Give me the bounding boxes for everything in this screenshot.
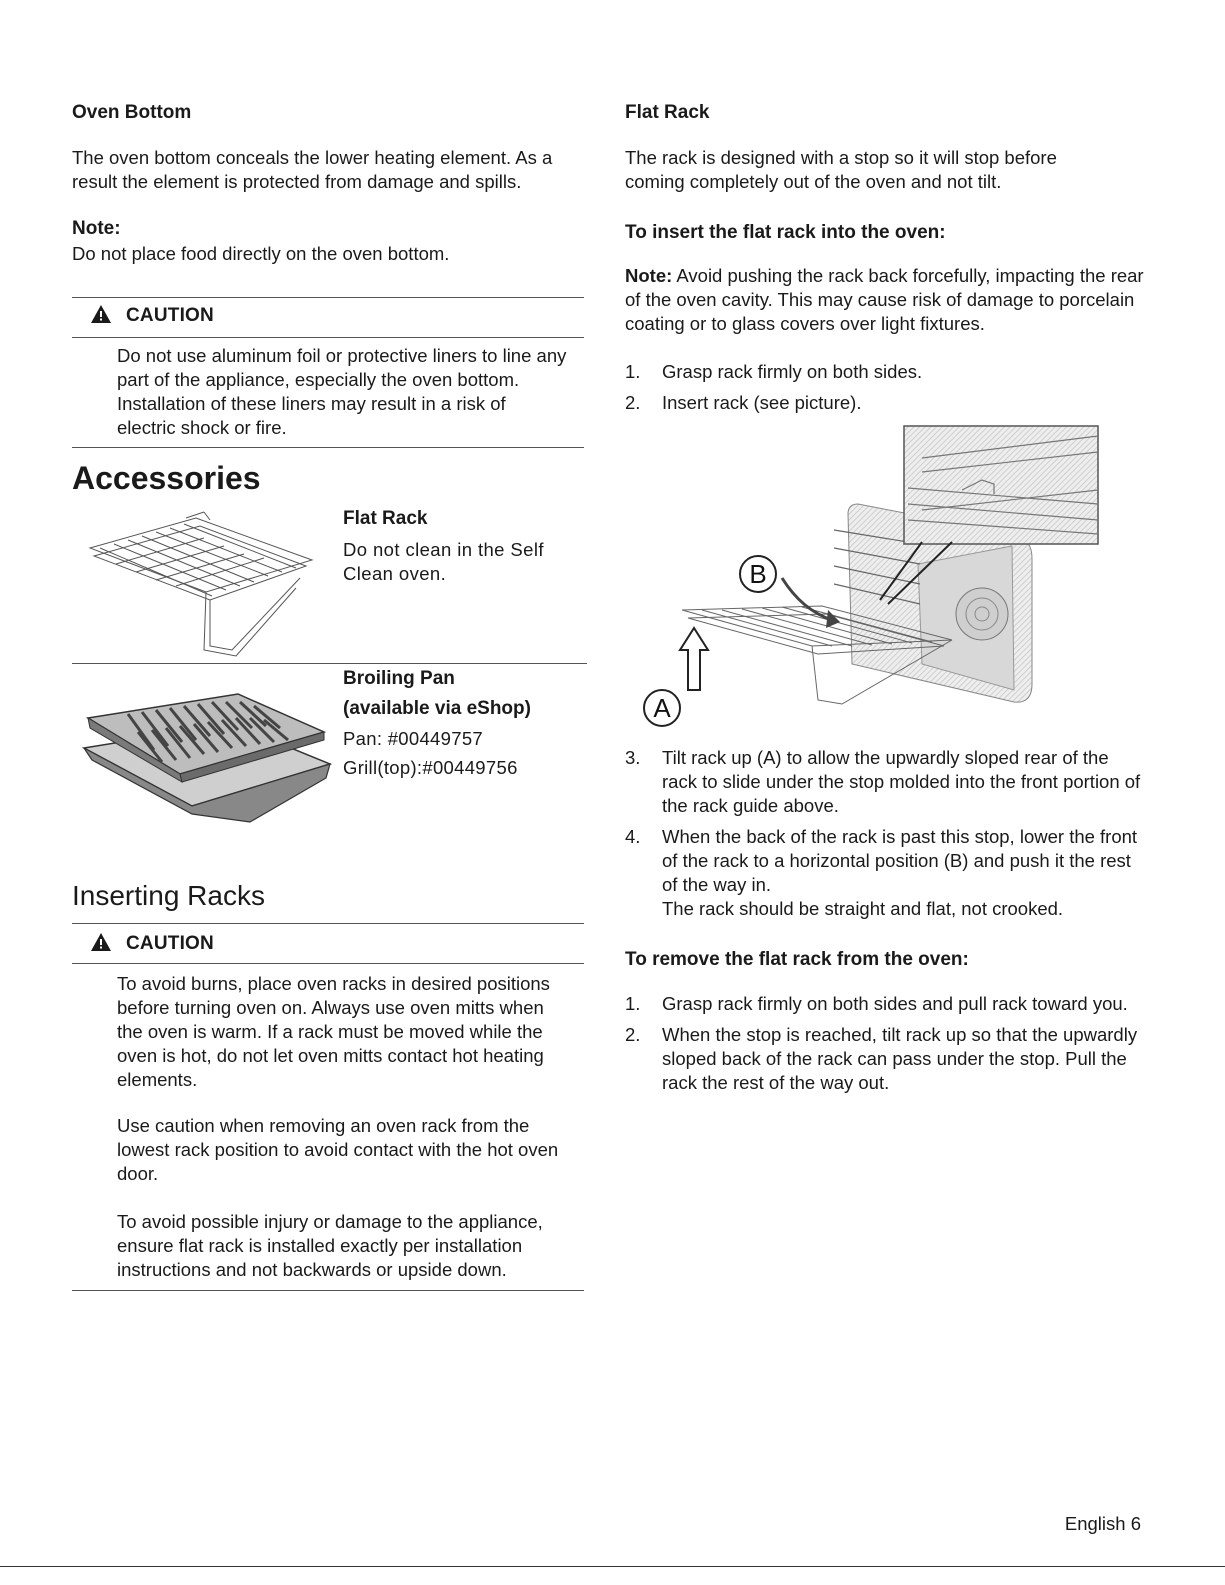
list-item: [625, 360, 1145, 384]
step-text: Insert rack (see picture).: [662, 392, 862, 413]
caution2-mid-rule: [72, 963, 584, 964]
flat-rack-illustration: [86, 510, 316, 660]
broiling-grill-part: Grill(top):#00449756: [343, 757, 518, 778]
insert-note-label: Note:: [625, 265, 673, 286]
step-number: 1.: [625, 993, 641, 1014]
warning-icon: [90, 304, 112, 324]
inserting-racks-title: Inserting Racks: [72, 880, 265, 911]
note-text: Do not place food directly on the oven bottom.: [72, 243, 450, 264]
insert-steps-list-b: [625, 746, 1145, 928]
list-item: [625, 825, 1145, 921]
page-number: English 6: [1064, 1513, 1141, 1534]
broiling-pan-subtitle: (available via eShop): [343, 698, 531, 719]
step-text: Grasp rack firmly on both sides and pull rack toward you.: [662, 993, 1128, 1014]
accessories-title: Accessories: [72, 460, 261, 496]
broiling-pan-illustration: [78, 688, 334, 823]
caution2-paragraph-1: To avoid burns, place oven racks in desired positions before turning oven on. Always use oven mitts when the oven is warm. If a rack must be moved while the oven is hot, do not let oven mitts contact hot heating elements.: [117, 973, 550, 1090]
caution2-top-rule: [72, 923, 584, 924]
rack-insertion-diagram: [622, 424, 1102, 740]
oven-bottom-text: The oven bottom conceals the lower heating element. As a result the element is protected from damage and spills.: [72, 147, 553, 192]
step-number: 2.: [625, 1024, 641, 1045]
step-number: 3.: [625, 747, 641, 768]
note-label: Note:: [72, 218, 121, 239]
caution1-bottom-rule: [72, 447, 584, 448]
label-a: A: [653, 693, 671, 723]
caution1-header: [90, 304, 214, 327]
step-number: 1.: [625, 361, 641, 382]
broiling-pan-title: Broiling Pan: [343, 668, 455, 689]
step-text: When the back of the rack is past this stop, lower the front of the rack to a horizontal position (B) and push it the rest of the way in.: [662, 826, 1138, 895]
broiling-pan-part: Pan: #00449757: [343, 728, 483, 749]
insert-note: [625, 264, 1145, 336]
list-item: [625, 992, 1145, 1016]
caution1-label: CAUTION: [126, 305, 214, 326]
insert-note-text: Avoid pushing the rack back forcefully, impacting the rear of the oven cavity. This may cause risk of damage to porcelain coating or to glass covers over light fixtures.: [625, 265, 1144, 334]
list-item: [625, 1023, 1145, 1095]
insert-steps-list-a: [625, 360, 1145, 422]
caution1-text: Do not use aluminum foil or protective liners to line any part of the appliance, especially the oven bottom. Installation of these liners may result in a risk of electric shock or fire.: [117, 345, 567, 438]
warning-icon: [90, 932, 112, 952]
step-note: The rack should be straight and flat, not crooked.: [662, 898, 1064, 919]
step-text: Grasp rack firmly on both sides.: [662, 361, 923, 382]
accessories-divider: [72, 663, 587, 664]
list-item: [625, 746, 1145, 818]
oven-bottom-title: Oven Bottom: [72, 102, 192, 123]
list-item: [625, 391, 1145, 415]
remove-heading: To remove the flat rack from the oven:: [625, 949, 969, 970]
accessory-flat-rack-title: Flat Rack: [343, 508, 428, 529]
flat-rack-text: The rack is designed with a stop so it will stop before coming completely out of the oven and not tilt.: [625, 147, 1057, 192]
accessory-flat-rack-text: Do not clean in the Self Clean oven.: [343, 539, 544, 584]
caution2-bottom-rule: [72, 1290, 584, 1291]
caution2-label: CAUTION: [126, 933, 214, 954]
step-text: When the stop is reached, tilt rack up so that the upwardly sloped back of the rack can pass under the stop. Pull the rack the rest of the way out.: [662, 1024, 1138, 1093]
label-b: B: [749, 559, 767, 589]
remove-steps-list: [625, 992, 1145, 1102]
flat-rack-title: Flat Rack: [625, 102, 710, 123]
insert-heading: To insert the flat rack into the oven:: [625, 222, 946, 243]
step-text: Tilt rack up (A) to allow the upwardly sloped rear of the rack to slide under the stop molded into the front portion of the rack guide above.: [662, 747, 1141, 816]
caution2-paragraph-3: To avoid possible injury or damage to the appliance, ensure flat rack is installed exactly per installation instructions and not backwards or upside down.: [117, 1211, 543, 1280]
caution2-paragraph-2: Use caution when removing an oven rack from the lowest rack position to avoid contact with the hot oven door.: [117, 1115, 559, 1184]
step-number: 2.: [625, 392, 641, 413]
footer-rule: [0, 1566, 1225, 1567]
caution1-mid-rule: [72, 337, 584, 338]
caution2-header: [90, 932, 214, 955]
caution1-top-rule: [72, 297, 584, 298]
step-number: 4.: [625, 826, 641, 847]
